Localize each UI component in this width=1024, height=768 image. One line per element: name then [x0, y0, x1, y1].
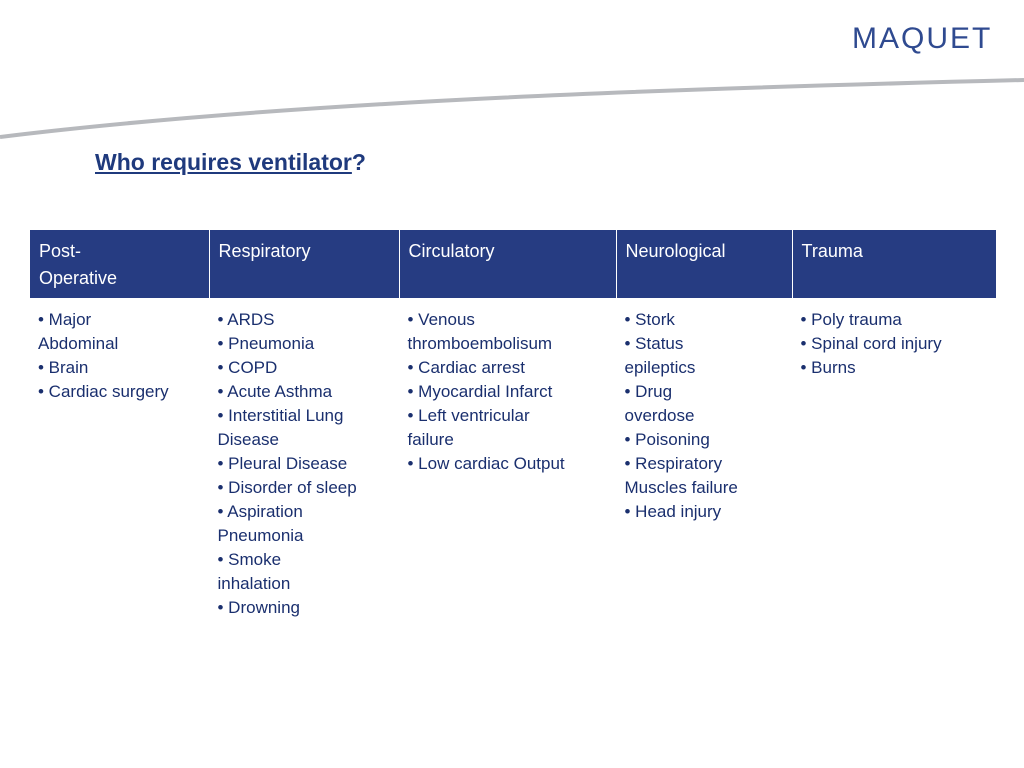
ventilator-indications-table: [30, 230, 997, 620]
list-item: • ARDS: [217, 310, 275, 329]
header-post-operative: Post- Operative: [30, 230, 209, 298]
cell-neurological: [616, 298, 792, 620]
cell-post-operative: [30, 298, 209, 620]
list-item: • Brain: [38, 358, 89, 377]
list-item: • Head injury: [624, 502, 722, 521]
list-item: • Spinal cord injury: [800, 334, 942, 353]
list-item: • Venous thromboembolisum: [407, 310, 553, 353]
page-title: [95, 149, 366, 176]
list-item: • Smoke inhalation: [217, 550, 291, 593]
list-item: • Low cardiac Output: [407, 454, 565, 473]
list-item: • Acute Asthma: [217, 382, 333, 401]
list-item: • Poly trauma: [800, 310, 902, 329]
list-item: • Stork: [624, 310, 675, 329]
list-item: • Interstitial Lung Disease: [217, 406, 344, 449]
list-post-operative: [38, 308, 203, 404]
list-respiratory: [218, 308, 393, 620]
table-header-row: [30, 230, 996, 298]
title-link[interactable]: Who requires ventilator: [95, 149, 352, 175]
cell-trauma: [792, 298, 996, 620]
cell-circulatory: [399, 298, 616, 620]
list-item: • Pneumonia: [217, 334, 315, 353]
list-trauma: [801, 308, 990, 380]
header-respiratory: Respiratory: [209, 230, 399, 298]
cell-respiratory: [209, 298, 399, 620]
header-trauma: Trauma: [792, 230, 996, 298]
list-item: • Drowning: [217, 598, 300, 617]
list-item: • Disorder of sleep: [217, 478, 357, 497]
list-neurological: [625, 308, 786, 524]
list-item: • Aspiration Pneumonia: [217, 502, 304, 545]
list-item: • Pleural Disease: [217, 454, 348, 473]
header-neurological: Neurological: [616, 230, 792, 298]
list-item: • Respiratory Muscles failure: [624, 454, 738, 497]
list-item: • Cardiac surgery: [38, 382, 169, 401]
list-item: • COPD: [217, 358, 278, 377]
list-item: • Myocardial Infarct: [407, 382, 553, 401]
list-item: • Cardiac arrest: [407, 358, 525, 377]
list-item: • Drug overdose: [624, 382, 695, 425]
list-item: • Poisoning: [624, 430, 710, 449]
title-suffix: ?: [351, 149, 366, 175]
list-item: • Left ventricular failure: [407, 406, 530, 449]
header-circulatory: Circulatory: [399, 230, 616, 298]
maquet-logo: MAQUET: [852, 22, 993, 55]
list-item: • Status epileptics: [624, 334, 696, 377]
table-row: [30, 298, 996, 620]
list-circulatory: [408, 308, 610, 476]
list-item: • Major Abdominal: [38, 310, 119, 353]
list-item: • Burns: [800, 358, 856, 377]
